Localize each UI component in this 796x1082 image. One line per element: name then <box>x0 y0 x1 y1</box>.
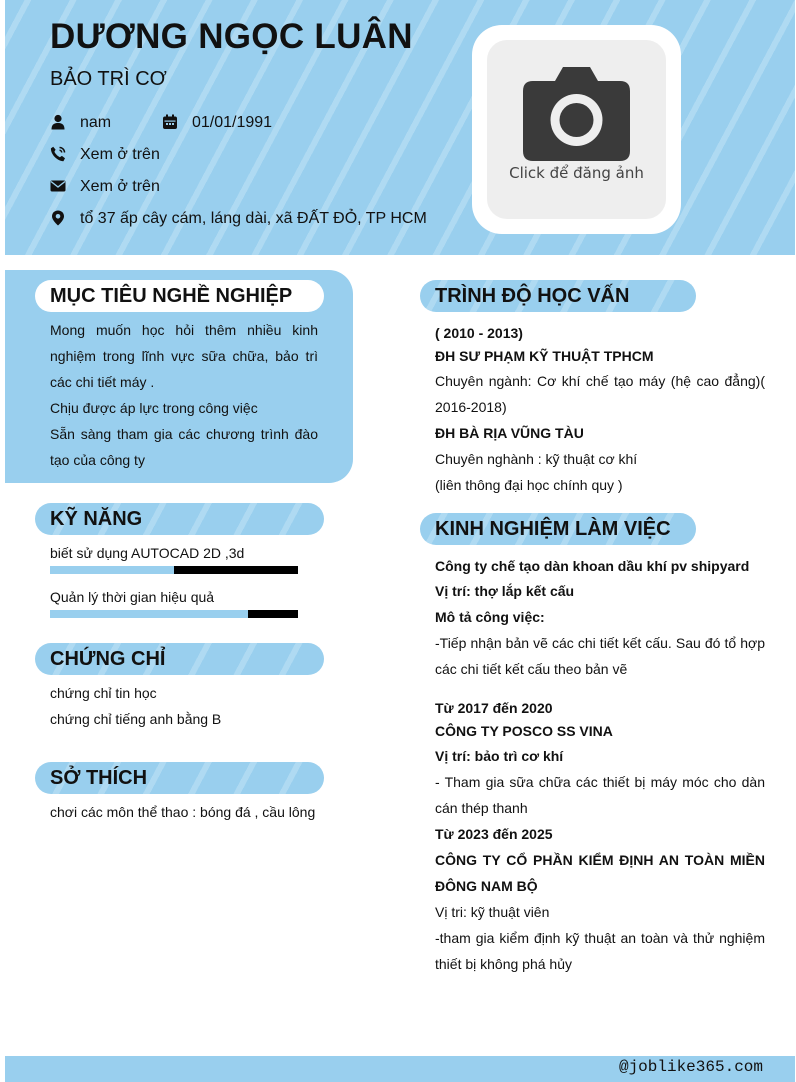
skill-level-fill <box>50 610 248 618</box>
job1-description-label: Mô tả công việc: <box>435 609 545 625</box>
certificates-title: CHỨNG CHỈ <box>35 643 324 675</box>
job3-company: CÔNG TY CỔ PHẦN KIỂM ĐỊNH AN TOÀN MIỀN ĐÔNG NAM BỘ <box>435 852 765 894</box>
skill-label-autocad: biết sử dụng AUTOCAD 2D ,3d <box>50 545 245 561</box>
job2-company: CÔNG TY POSCO SS VINA <box>435 723 613 739</box>
email-value: Xem ở trên <box>80 178 160 195</box>
job3-position: Vị tri: kỹ thuật viên <box>435 904 550 920</box>
education-major-2: Chuyên nghành : kỹ thuật cơ khí <box>435 451 638 467</box>
gender-row <box>50 112 111 134</box>
objective-paragraph-1: Mong muốn học hỏi thêm nhiều kinh nghiệm trong lĩnh vực sữa chữa, bảo trì các chi tiết máy . <box>50 322 318 390</box>
calendar-icon <box>162 114 180 132</box>
job-title: BẢO TRÌ CƠ <box>50 68 167 90</box>
camera-icon <box>523 67 630 161</box>
skills-title: KỸ NĂNG <box>35 503 324 535</box>
phone-icon <box>50 146 68 164</box>
profile-photo-frame <box>472 25 681 234</box>
footer-bar <box>5 1056 795 1082</box>
education-note-2: (liên thông đại học chính quy ) <box>435 477 623 493</box>
phone-row <box>50 144 160 166</box>
certificate-item: chứng chỉ tin học <box>50 685 157 701</box>
education-school-1: ĐH SƯ PHẠM KỸ THUẬT TPHCM <box>435 348 654 364</box>
envelope-icon <box>50 178 68 196</box>
header-banner <box>5 0 795 255</box>
objective-paragraph-2: Chịu được áp lực trong công việc <box>50 400 258 416</box>
job2-description: - Tham gia sữa chữa các thiết bị máy móc cho dàn cán thép thanh <box>435 774 765 816</box>
footer-website: @joblike365.com <box>618 1058 763 1076</box>
phone-value: Xem ở trên <box>80 146 160 163</box>
education-title: TRÌNH ĐỘ HỌC VẤN <box>420 280 696 312</box>
hobbies-text: chơi các môn thể thao : bóng đá , cầu lông <box>50 804 316 820</box>
email-row <box>50 176 160 198</box>
address-row <box>50 208 427 230</box>
location-icon <box>50 210 68 228</box>
birthday-row <box>162 112 272 134</box>
address-value: tổ 37 ấp cây cám, láng dài, xã ĐẤT ĐỎ, TP HCM <box>80 210 427 227</box>
job3-description: -tham gia kiểm định kỹ thuật an toàn và thử nghiệm thiết bị không phá hủy <box>435 930 765 972</box>
job2-position: Vị trí: bảo trì cơ khí <box>435 748 564 764</box>
job1-position: Vị trí: thợ lắp kết cấu <box>435 583 575 599</box>
skill-bar-autocad <box>50 566 298 574</box>
certificate-item: chứng chỉ tiếng anh bằng B <box>50 711 222 727</box>
job2-period: Từ 2017 đến 2020 <box>435 700 553 716</box>
career-objective-title: MỤC TIÊU NGHỀ NGHIỆP <box>35 280 324 312</box>
skill-label-time-management: Quản lý thời gian hiệu quả <box>50 589 215 605</box>
objective-paragraph-3: Sẵn sàng tham gia các chương trình đào tạo của công ty <box>50 426 318 468</box>
skill-bar-time-management <box>50 610 298 618</box>
hobbies-title: SỞ THÍCH <box>35 762 324 794</box>
education-school-2: ĐH BÀ RỊA VŨNG TÀU <box>435 425 584 441</box>
experience-title: KINH NGHIỆM LÀM VIỆC <box>420 513 696 545</box>
birthday-value: 01/01/1991 <box>192 114 273 131</box>
job3-period: Từ 2023 đến 2025 <box>435 826 553 842</box>
job1-company: Công ty chế tạo dàn khoan dầu khí pv shipyard <box>435 558 750 574</box>
user-icon <box>50 114 68 132</box>
job1-description: -Tiếp nhận bản vẽ các chi tiết kết cấu. Sau đó tổ hợp các chi tiết kết cấu theo bản vẽ <box>435 635 765 677</box>
profile-photo-upload[interactable] <box>487 40 666 219</box>
photo-upload-caption: Click để đăng ảnh <box>509 164 644 182</box>
candidate-name: DƯƠNG NGỌC LUÂN <box>50 17 413 56</box>
gender-value: nam <box>80 114 112 131</box>
education-period: ( 2010 - 2013) <box>435 325 523 341</box>
education-major-1: Chuyên ngành: Cơ khí chế tạo máy (hệ cao đẳng)( 2016-2018) <box>435 373 765 415</box>
skill-level-fill <box>50 566 174 574</box>
